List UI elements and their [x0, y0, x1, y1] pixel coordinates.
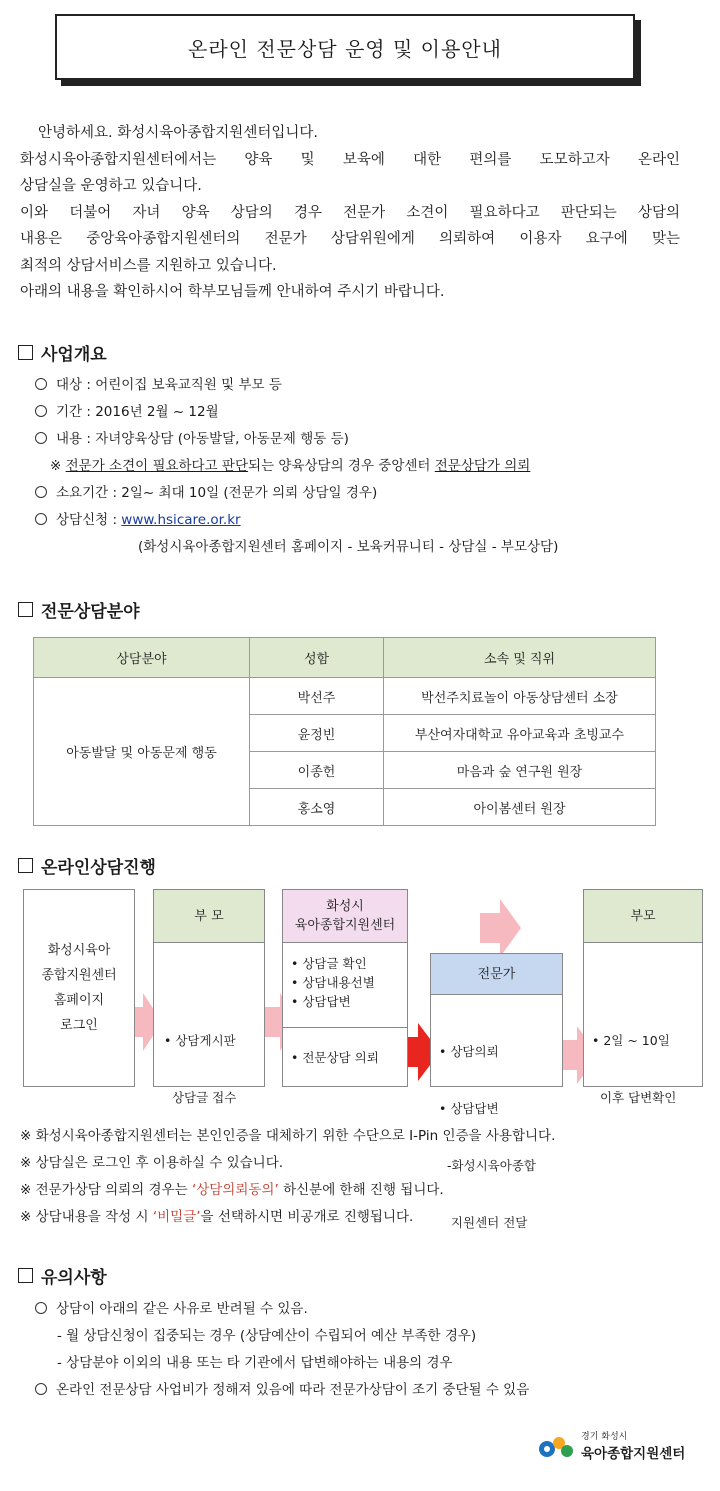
page-title-box [55, 14, 635, 80]
intro-line: 최적의 상담서비스를 지원하고 있습니다. [20, 257, 277, 274]
name-cell: 박선주 [250, 678, 384, 715]
checkbox-square-icon [18, 858, 33, 873]
arrow-icon [480, 899, 521, 957]
section-experts-heading [18, 597, 140, 622]
logo-small-text: 경기 화성시 [581, 1432, 628, 1442]
note-line: ※ 상담실은 로그인 후 이용하실 수 있습니다. [20, 1155, 284, 1171]
column-header: 성함 [250, 638, 384, 678]
intro-line: 안녕하세요. 화성시육아종합지원센터입니다. [38, 125, 318, 141]
step-expert-line: • 상담답변 [439, 1101, 499, 1116]
intro-line: 상담실을 운영하고 있습니다. [20, 178, 202, 194]
section-overview-heading [18, 340, 107, 365]
circle-bullet-icon [35, 1383, 47, 1395]
overview-content [35, 427, 349, 447]
note-middle: 되는 양육상담의 경우 중앙센터 [248, 458, 435, 474]
checkbox-square-icon [18, 1268, 33, 1283]
position-cell: 부산여자대학교 유아교육과 초빙교수 [384, 715, 656, 752]
step-login-box [23, 889, 135, 1087]
step-login-line: 종합지원센터 [41, 968, 117, 983]
name-cell: 홍소영 [250, 789, 384, 826]
apply-label: 상담신청 : [56, 512, 122, 528]
intro-line: 아래의 내용을 확인하시어 학부모님들께 안내하여 주시기 바랍니다. [20, 284, 445, 300]
intro-line: 이와 더불어 자녀 양육 상담의 경우 전문가 소견이 필요하다고 판단되는 상담의 [20, 204, 680, 221]
overview-period [35, 400, 219, 420]
circle-bullet-icon [35, 513, 47, 525]
table-header-row [34, 638, 656, 678]
overview-period-text: 기간 : 2016년 2월 ~ 12월 [56, 404, 219, 420]
center-logo [537, 1431, 685, 1463]
step-parent-box [153, 889, 265, 1105]
field-cell: 아동발달 및 아동문제 행동 [34, 678, 250, 826]
step-parent-line: 상담글 접수 [164, 1090, 237, 1105]
step-parent-line: • 상담게시판 [164, 1033, 236, 1048]
caution-text: 온라인 전문상담 사업비가 정해져 있음에 따라 전문가상담이 조기 중단될 수 있음 [56, 1382, 530, 1398]
section-title: 유의사항 [41, 1268, 107, 1288]
notes-block [20, 1123, 555, 1231]
center-logo-icon [537, 1431, 577, 1463]
checkbox-square-icon [18, 345, 33, 360]
note-line: ※ 화성시육아종합지원센터는 본인인증을 대체하기 위한 수단으로 I-Pin 인증을 사용합니다. [20, 1128, 556, 1144]
circle-bullet-icon [35, 486, 47, 498]
note-mark: ※ [50, 458, 66, 474]
circle-bullet-icon [35, 378, 47, 390]
note-text: ※ 전문가상담 의뢰의 경우는 [20, 1182, 192, 1198]
step-login-line: 화성시육아 [47, 943, 111, 958]
position-cell: 아이봄센터 원장 [384, 789, 656, 826]
circle-bullet-icon [35, 405, 47, 417]
circle-bullet-icon [35, 432, 47, 444]
page-title: 온라인 전문상담 운영 및 이용안내 [188, 36, 502, 61]
section-title: 전문상담분야 [41, 602, 140, 622]
column-header: 상담분야 [34, 638, 250, 678]
caution-subitem: - 월 상담신청이 집중되는 경우 (상담예산이 수립되어 예산 부족한 경우) [57, 1328, 477, 1344]
step-final-box [583, 889, 703, 1105]
caution-item [35, 1378, 529, 1398]
section-title: 사업개요 [41, 345, 107, 365]
step-final-title: 부모 [584, 890, 702, 943]
step-expert-box [430, 953, 563, 1230]
note-text: 을 선택하시면 비공개로 진행됩니다. [200, 1209, 414, 1225]
overview-target [35, 373, 282, 393]
step-login-line: 로그인 [60, 1018, 98, 1033]
position-cell: 마음과 숲 연구원 원장 [384, 752, 656, 789]
step-expert-title: 전문가 [431, 954, 562, 995]
step-center-title-line: 화성시 [326, 899, 364, 914]
overview-content-text: 내용 : 자녀양육상담 (아동발달, 아동문제 행동 등) [56, 431, 349, 447]
note-highlight: ‘상담의뢰동의’ [191, 1182, 279, 1198]
note-underlined-2: 전문상담가 의뢰 [434, 458, 531, 474]
step-parent-title: 부 모 [154, 890, 264, 943]
step-center-title-line: 육아종합지원센터 [294, 918, 396, 933]
overview-note [50, 454, 530, 474]
position-cell: 박선주치료놀이 아동상담센터 소장 [384, 678, 656, 715]
note-text: 하신분에 한해 진행 됩니다. [278, 1182, 444, 1198]
section-title: 온라인상담진행 [41, 858, 156, 878]
caution-item [35, 1297, 308, 1317]
experts-table [33, 637, 656, 826]
column-header: 소속 및 직위 [384, 638, 656, 678]
checkbox-square-icon [18, 602, 33, 617]
step-center-line: • 상담내용선별 [291, 975, 375, 990]
note-text: ※ 상담내용을 작성 시 [20, 1209, 153, 1225]
intro-paragraph [20, 120, 680, 306]
divider [283, 1027, 407, 1028]
apply-link[interactable]: www.hsicare.or.kr [121, 512, 241, 528]
table-row [34, 678, 656, 715]
caution-subitem: - 상담분야 이외의 내용 또는 타 기관에서 답변해야하는 내용의 경우 [57, 1355, 453, 1371]
name-cell: 이종헌 [250, 752, 384, 789]
overview-duration [35, 481, 377, 501]
overview-target-text: 대상 : 어린이집 보육교직원 및 부모 등 [56, 377, 282, 393]
step-center-title [283, 890, 407, 943]
name-cell: 윤정빈 [250, 715, 384, 752]
intro-line: 내용은 중앙육아종합지원센터의 전문가 상담위원에게 의뢰하여 이용자 요구에 맞는 [20, 231, 680, 247]
step-login-line: 홈페이지 [53, 993, 105, 1008]
logo-big-text: 육아종합지원센터 [581, 1446, 686, 1462]
step-center-line: • 상담글 확인 [291, 956, 367, 971]
intro-line: 화성시육아종합지원센터에서는 양육 및 보육에 대한 편의를 도모하고자 온라인 [20, 151, 680, 168]
overview-duration-text: 소요기간 : 2일~ 최대 10일 (전문가 의뢰 상담일 경우) [56, 485, 378, 501]
circle-bullet-icon [35, 1302, 47, 1314]
step-expert-line: 지원센터 전달 [439, 1215, 528, 1230]
step-center-line: • 상담답변 [291, 994, 351, 1009]
step-final-line: 이후 답변확인 [592, 1090, 677, 1105]
caution-text: 상담이 아래의 같은 사유로 반려될 수 있음. [56, 1301, 308, 1317]
note-underlined-1: 전문가 소견이 필요하다고 판단 [65, 458, 249, 474]
step-final-line: • 2일 ~ 10일 [592, 1033, 670, 1048]
section-cautions-heading [18, 1263, 107, 1288]
step-center-box [282, 889, 408, 1087]
note-highlight: ‘비밀글’ [152, 1209, 201, 1225]
section-process-heading [18, 853, 156, 878]
overview-apply [35, 508, 241, 528]
step-expert-line: • 상담의뢰 [439, 1044, 499, 1059]
step-center-line: • 전문상담 의뢰 [291, 1050, 379, 1065]
note-line [20, 1204, 555, 1231]
note-line [20, 1177, 555, 1204]
overview-apply-path: (화성시육아종합지원센터 홈페이지 - 보육커뮤니티 - 상담실 - 부모상담) [138, 539, 559, 555]
step-expert-line: -화성시육아종합 [439, 1158, 536, 1173]
